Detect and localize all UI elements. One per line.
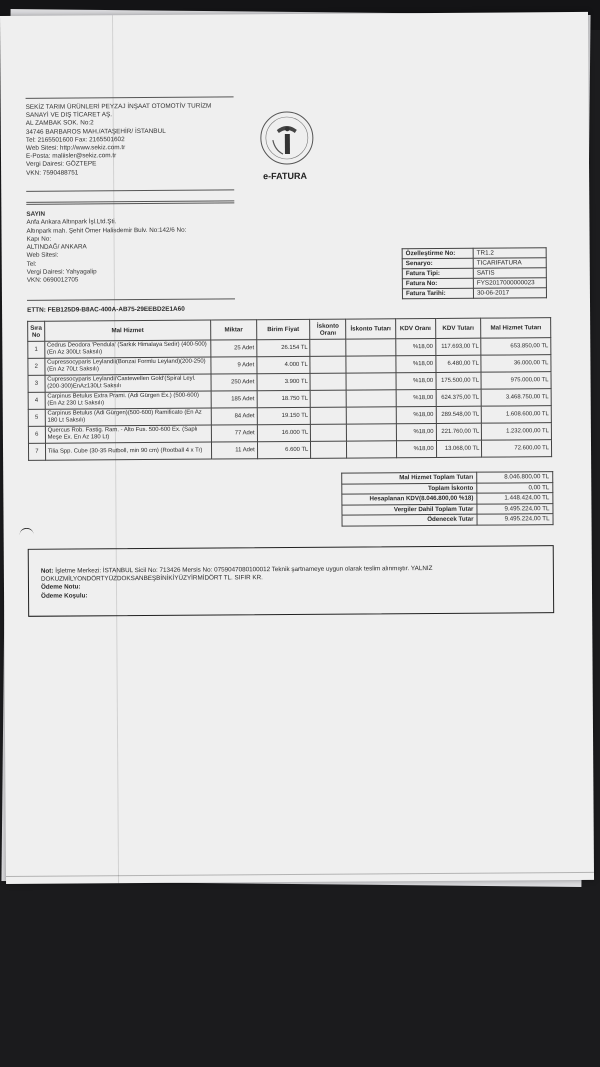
paper-mark [20, 528, 34, 537]
item-desc: Cedrus Deodora 'Pendula' (Sarkık Himalaya Sedir) (400-500) (En Az 300Lt Saksılı) [44, 340, 211, 358]
totals-value: 9.495.224,00 TL [477, 503, 553, 514]
seller-website: Web Sitesi: http://www.sekiz.com.tr [25, 144, 126, 152]
item-total: 72.600,00 TL [482, 440, 552, 457]
col-header-total: Mal Hizmet Tutarı [481, 318, 551, 338]
ettn-code: ETTN: FEB125D9-B8AC-400A-AB75-29EEBD2E1A60 [27, 305, 185, 314]
gib-seal-icon [259, 110, 315, 166]
item-unit-price: 26.154 TL [257, 339, 311, 356]
invoice-page [0, 12, 594, 884]
buyer-phone: Tel: [26, 260, 37, 268]
buyer-city: ALTINDAĞ/ ANKARA [26, 243, 87, 252]
buyer-tax-office: Vergi Dairesi: Yahyagalip [26, 268, 97, 276]
meta-value: SATIS [473, 268, 546, 279]
meta-value: FYS2017000000023 [473, 278, 546, 289]
page-edge-line [6, 872, 594, 877]
item-no: 7 [28, 443, 45, 460]
item-qty: 250 Adet [211, 374, 257, 391]
meta-value: 30-06-2017 [473, 288, 546, 299]
document-type-label: e-FATURA [263, 170, 308, 182]
seller-name-1: SEKİZ TARIM ÜRÜNLERİ PEYZAJ İNŞAAT OTOMOTİV TURİZM [25, 102, 212, 111]
totals-key: Hesaplanan KDV(8.046.800,00 %18) [342, 493, 477, 504]
invoice-meta-table [402, 247, 547, 299]
meta-key: Özelleştirme No: [402, 248, 473, 258]
background-desk [0, 880, 600, 1067]
item-vat-amount: 13.068,00 TL [436, 440, 482, 457]
item-desc: Quercus Rob. Fastig. Ram. - Alto Fus. 500-600 Ex. (Saplı Meşe Ex. En Az 180 Lt) [45, 425, 212, 443]
seller-phone: Tel: 2165501600 Fax: 2165501602 [25, 135, 125, 144]
item-desc: Carpinus Betulus (Adi Gürgen)(500-600) Ramificato (En Az 180 Lt Saksılı) [45, 408, 212, 426]
seller-bottom-rule [26, 189, 234, 191]
item-total: 975.000,00 TL [481, 372, 551, 389]
item-total: 1.608.600,00 TL [482, 406, 552, 423]
totals-key: Toplam İskonto [342, 483, 477, 494]
item-qty: 25 Adet [211, 340, 257, 357]
item-total: 1.232.000,00 TL [482, 423, 552, 440]
item-no: 5 [28, 409, 45, 426]
seller-email: E-Posta: maliisler@sekiz.com.tr [25, 152, 117, 161]
seller-district: 34746 BARBAROS MAH./ATAŞEHİR/ İSTANBUL [25, 127, 166, 136]
item-unit-price: 6.600 TL [257, 441, 311, 458]
item-disc-rate [310, 356, 346, 373]
item-unit-price: 16.000 TL [257, 424, 311, 441]
item-qty: 84 Adet [211, 408, 257, 425]
item-vat-rate: %18,00 [396, 372, 436, 389]
seller-block [26, 102, 242, 177]
item-total: 3.468.750,00 TL [482, 389, 552, 406]
item-disc-rate [310, 339, 346, 356]
item-vat-rate: %18,00 [396, 338, 436, 355]
meta-value: TICARIFATURA [473, 258, 546, 269]
totals-key: Vergiler Dahil Toplam Tutar [342, 504, 477, 515]
totals-value: 1.448.424,00 TL [477, 493, 553, 504]
item-vat-rate: %18,00 [396, 440, 436, 457]
item-vat-amount: 221.760,00 TL [436, 423, 482, 440]
item-disc-rate [310, 390, 346, 407]
seller-tax-number: VKN: 7590488751 [26, 169, 79, 177]
item-disc-amount [346, 339, 396, 356]
item-desc: Cupressocyparis Leylandii(Bonzai Formlu Leyland)(200-250)(En Az 70Lt Saksılı) [45, 357, 212, 375]
totals-value: 8.046.800,00 TL [477, 472, 553, 483]
item-vat-amount: 289.548,00 TL [436, 406, 482, 423]
item-vat-rate: %18,00 [396, 423, 436, 440]
seller-name-2: SANAYİ VE DIŞ TİCARET AŞ. [25, 111, 113, 120]
item-desc: Cupressocyparis Leylandii'Castewellen Gold'(Spiral Leyl.(200-300)EnAz130Lt Saksılı [45, 374, 212, 392]
col-header-disc-rate: İskonto Oranı [310, 319, 346, 339]
col-header-no: Sıra No [28, 321, 45, 341]
item-vat-amount: 624.375,00 TL [436, 389, 482, 406]
buyer-website: Web Sitesi: [26, 252, 59, 260]
item-disc-amount [346, 356, 396, 373]
meta-key: Fatura Tipi: [402, 268, 473, 278]
totals-value: 9.495.224,00 TL [477, 514, 553, 525]
totals-row [342, 514, 553, 526]
line-items-table [27, 317, 552, 461]
meta-key: Senaryo: [402, 258, 473, 268]
totals-key: Ödenecek Tutar [342, 514, 477, 525]
col-header-vat-amount: KDV Tutarı [435, 318, 481, 338]
item-disc-amount [347, 441, 397, 458]
item-desc: Tilia Spp. Cube (30-35 Rutboll, min 90 cm) (Rootball 4 x Tr) [45, 442, 212, 460]
item-no: 6 [28, 426, 45, 443]
item-qty: 11 Adet [212, 442, 258, 459]
buyer-address: Altınpark mah. Şehit Ömer Halisdemir Bulv. No:142/6 No: [26, 226, 187, 235]
table-row [28, 440, 551, 461]
item-vat-rate: %18,00 [396, 406, 436, 423]
item-vat-amount: 175.500,00 TL [436, 372, 482, 389]
notes-label: Not: [40, 567, 54, 575]
item-unit-price: 3.900 TL [257, 373, 311, 390]
item-desc: Carpinus Betulus Extra Prami. (Adi Gürgen Ex.) (500-600) (En Az 230 Lt Saksılı) [45, 391, 212, 409]
buyer-name: Anfa Ankara Altınpark İşl.Ltd.Şti. [26, 218, 117, 227]
item-total: 653.850,00 TL [481, 338, 551, 355]
item-total: 36.000,00 TL [481, 355, 551, 372]
buyer-door-no: Kapı No: [26, 235, 52, 243]
meta-row [402, 288, 546, 299]
col-header-desc: Mal Hizmet [44, 320, 211, 341]
item-disc-amount [347, 424, 397, 441]
item-qty: 9 Adet [211, 357, 257, 374]
buyer-block [26, 209, 247, 285]
col-header-qty: Miktar [211, 320, 257, 340]
seller-tax-office: Vergi Dairesi: GÖZTEPE [26, 160, 97, 169]
totals-value: 0,00 TL [477, 482, 553, 493]
item-disc-rate [311, 407, 347, 424]
buyer-tax-number: VKN: 0690012705 [26, 276, 79, 285]
col-header-vat-rate: KDV Oranı [395, 318, 435, 338]
header-rule [26, 96, 234, 98]
item-disc-amount [346, 390, 396, 407]
seller-street: AL ZAMBAK SOK. No:2 [25, 119, 94, 128]
item-disc-rate [310, 373, 346, 390]
item-disc-rate [311, 441, 347, 458]
item-disc-amount [346, 407, 396, 424]
item-no: 2 [28, 358, 45, 375]
item-disc-rate [311, 424, 347, 441]
item-qty: 77 Adet [211, 425, 257, 442]
meta-key: Fatura No: [402, 278, 473, 288]
buyer-heading: SAYIN [26, 210, 46, 218]
notes-text: İşletme Merkezi: İSTANBUL Sicil No: 713426 Mersis No: 0759047080100012 Teknik şartnameye uygun olarak teslim alınmıştır. YALNIZ DOKUZMİLYONDÖRTYÜZDOKSANBEŞBİNİKİYÜZYİRMİDÖRT TL. SIFIR KR. [40, 564, 433, 583]
item-no: 1 [28, 341, 45, 358]
item-no: 4 [28, 392, 45, 409]
payment-terms: Ödeme Koşulu: [41, 592, 88, 600]
item-unit-price: 19.150 TL [257, 407, 311, 424]
col-header-unit: Birim Fiyat [256, 319, 310, 339]
item-unit-price: 18.750 TL [257, 390, 311, 407]
item-qty: 185 Adet [211, 391, 257, 408]
item-vat-amount: 6.480,00 TL [435, 355, 481, 372]
item-disc-amount [346, 373, 396, 390]
item-vat-rate: %18,00 [396, 355, 436, 372]
buyer-bottom-rule [27, 298, 235, 300]
item-vat-rate: %18,00 [396, 389, 436, 406]
payment-note: Ödeme Notu: [40, 583, 81, 592]
item-vat-amount: 117.693,00 TL [435, 338, 481, 355]
totals-key: Mal Hizmet Toplam Tutarı [342, 472, 477, 483]
item-no: 3 [28, 375, 45, 392]
notes-box [28, 545, 554, 617]
meta-key: Fatura Tarihi: [402, 288, 473, 298]
totals-table [341, 471, 553, 526]
item-unit-price: 4.000 TL [257, 356, 311, 373]
col-header-disc-amount: İskonto Tutarı [346, 319, 396, 339]
buyer-top-rule [26, 202, 234, 204]
meta-value: TR1.2 [473, 248, 546, 259]
